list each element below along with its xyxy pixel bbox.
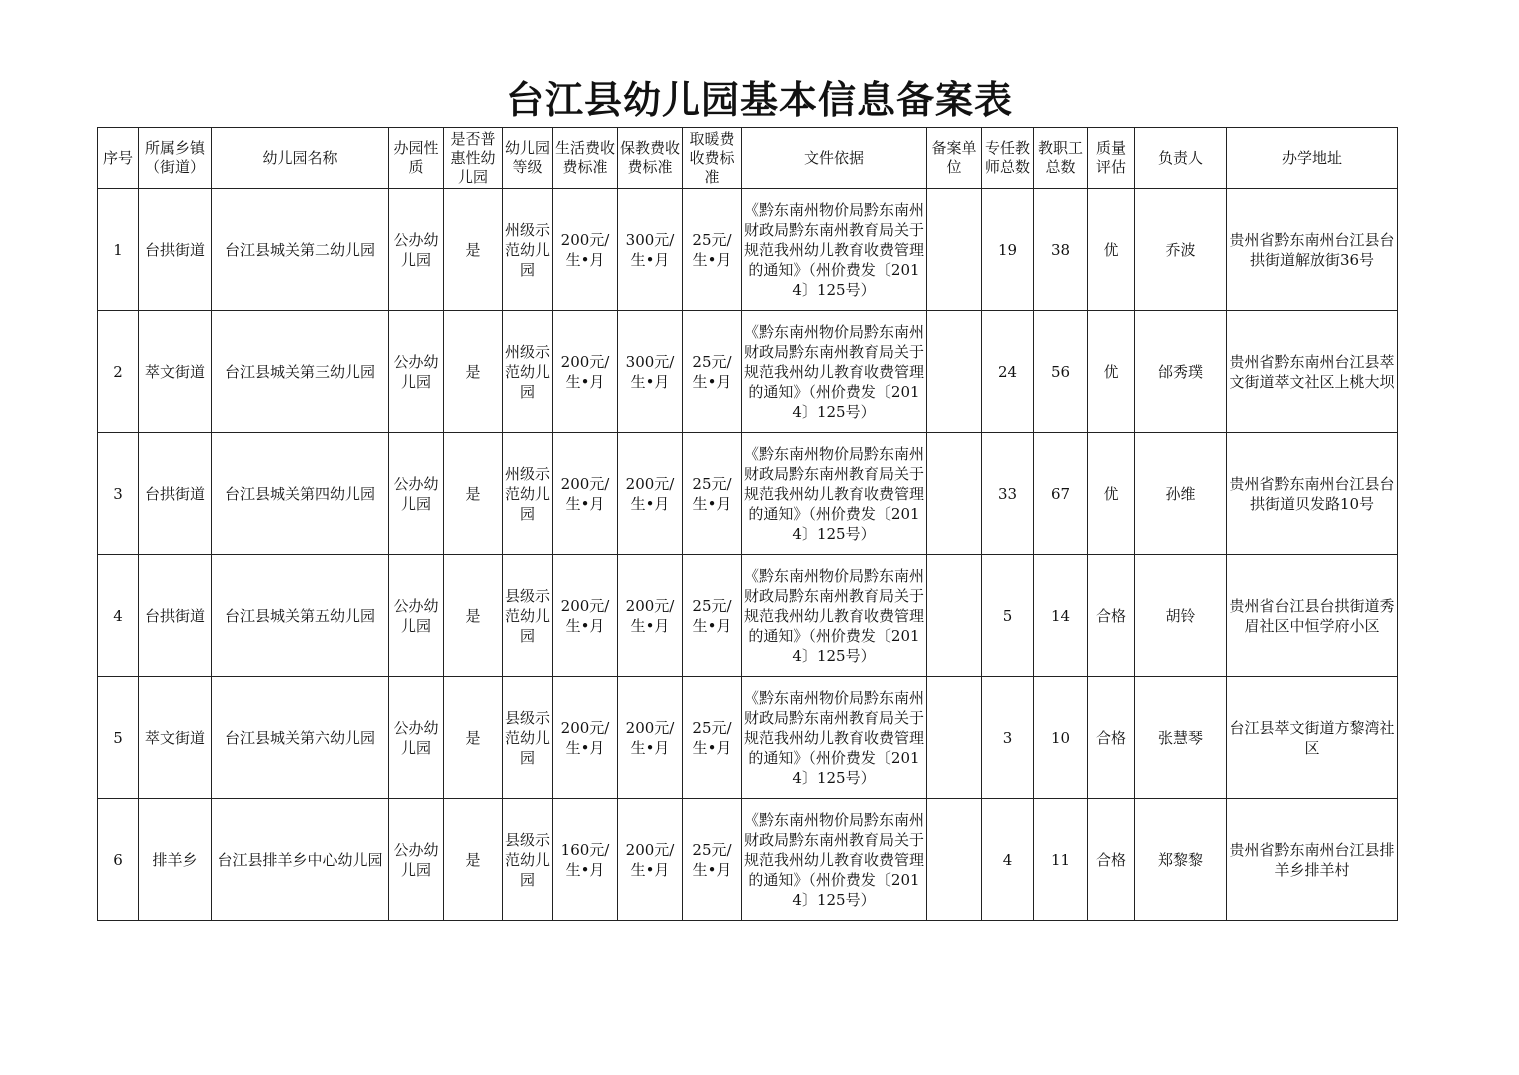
cell-quality: 优 <box>1088 189 1135 311</box>
cell-grade: 县级示范幼儿园 <box>503 799 553 921</box>
cell-address: 贵州省黔东南州台江县排羊乡排羊村 <box>1227 799 1398 921</box>
cell-living-fee: 160元/生•月 <box>553 799 618 921</box>
cell-record-unit <box>927 311 982 433</box>
cell-township: 萃文街道 <box>139 311 212 433</box>
cell-address: 台江县萃文街道方黎湾社区 <box>1227 677 1398 799</box>
cell-living-fee: 200元/生•月 <box>553 189 618 311</box>
cell-grade: 州级示范幼儿园 <box>503 189 553 311</box>
cell-living-fee: 200元/生•月 <box>553 433 618 555</box>
cell-inclusive: 是 <box>444 799 503 921</box>
cell-nature: 公办幼儿园 <box>389 677 444 799</box>
cell-grade: 县级示范幼儿园 <box>503 555 553 677</box>
header-document: 文件依据 <box>742 128 927 189</box>
cell-inclusive: 是 <box>444 677 503 799</box>
cell-tuition-fee: 200元/生•月 <box>618 433 683 555</box>
cell-inclusive: 是 <box>444 311 503 433</box>
table-row <box>98 189 1398 311</box>
header-tuition-fee: 保教费收费标准 <box>618 128 683 189</box>
header-name: 幼儿园名称 <box>212 128 389 189</box>
header-quality: 质量评估 <box>1088 128 1135 189</box>
cell-nature: 公办幼儿园 <box>389 189 444 311</box>
cell-quality: 优 <box>1088 433 1135 555</box>
cell-principal: 胡铃 <box>1135 555 1227 677</box>
cell-inclusive: 是 <box>444 433 503 555</box>
cell-township: 排羊乡 <box>139 799 212 921</box>
header-address: 办学地址 <box>1227 128 1398 189</box>
cell-nature: 公办幼儿园 <box>389 555 444 677</box>
cell-quality: 优 <box>1088 311 1135 433</box>
cell-quality: 合格 <box>1088 555 1135 677</box>
cell-living-fee: 200元/生•月 <box>553 677 618 799</box>
cell-township: 台拱街道 <box>139 189 212 311</box>
table-row <box>98 799 1398 921</box>
cell-name: 台江县城关第三幼儿园 <box>212 311 389 433</box>
cell-name: 台江县城关第五幼儿园 <box>212 555 389 677</box>
cell-seq: 1 <box>98 189 139 311</box>
cell-heating-fee: 25元/生•月 <box>683 311 742 433</box>
cell-record-unit <box>927 189 982 311</box>
cell-teachers: 24 <box>982 311 1034 433</box>
cell-township: 萃文街道 <box>139 677 212 799</box>
cell-staff: 56 <box>1034 311 1088 433</box>
cell-name: 台江县排羊乡中心幼儿园 <box>212 799 389 921</box>
cell-grade: 州级示范幼儿园 <box>503 433 553 555</box>
cell-quality: 合格 <box>1088 677 1135 799</box>
header-nature: 办园性质 <box>389 128 444 189</box>
cell-tuition-fee: 200元/生•月 <box>618 555 683 677</box>
cell-name: 台江县城关第四幼儿园 <box>212 433 389 555</box>
cell-teachers: 5 <box>982 555 1034 677</box>
cell-heating-fee: 25元/生•月 <box>683 433 742 555</box>
table-row <box>98 433 1398 555</box>
cell-grade: 州级示范幼儿园 <box>503 311 553 433</box>
cell-record-unit <box>927 433 982 555</box>
cell-name: 台江县城关第六幼儿园 <box>212 677 389 799</box>
cell-name: 台江县城关第二幼儿园 <box>212 189 389 311</box>
cell-staff: 38 <box>1034 189 1088 311</box>
cell-staff: 10 <box>1034 677 1088 799</box>
table-row <box>98 555 1398 677</box>
cell-seq: 5 <box>98 677 139 799</box>
cell-tuition-fee: 300元/生•月 <box>618 311 683 433</box>
cell-seq: 2 <box>98 311 139 433</box>
cell-teachers: 4 <box>982 799 1034 921</box>
cell-document: 《黔东南州物价局黔东南州财政局黔东南州教育局关于规范我州幼儿教育收费管理的通知》（州价费发〔2014〕125号） <box>742 799 927 921</box>
cell-teachers: 33 <box>982 433 1034 555</box>
cell-document: 《黔东南州物价局黔东南州财政局黔东南州教育局关于规范我州幼儿教育收费管理的通知》（州价费发〔2014〕125号） <box>742 189 927 311</box>
header-heating-fee: 取暖费收费标准 <box>683 128 742 189</box>
header-township: 所属乡镇（街道） <box>139 128 212 189</box>
cell-teachers: 19 <box>982 189 1034 311</box>
cell-document: 《黔东南州物价局黔东南州财政局黔东南州教育局关于规范我州幼儿教育收费管理的通知》（州价费发〔2014〕125号） <box>742 677 927 799</box>
cell-address: 贵州省黔东南州台江县台拱街道解放街36号 <box>1227 189 1398 311</box>
cell-address: 贵州省黔东南州台江县萃文街道萃文社区上桃大坝 <box>1227 311 1398 433</box>
cell-seq: 3 <box>98 433 139 555</box>
kindergarten-table <box>97 127 1398 921</box>
page-title: 台江县幼儿园基本信息备案表 <box>505 78 1013 122</box>
cell-heating-fee: 25元/生•月 <box>683 189 742 311</box>
cell-document: 《黔东南州物价局黔东南州财政局黔东南州教育局关于规范我州幼儿教育收费管理的通知》（州价费发〔2014〕125号） <box>742 433 927 555</box>
cell-inclusive: 是 <box>444 555 503 677</box>
header-principal: 负责人 <box>1135 128 1227 189</box>
cell-quality: 合格 <box>1088 799 1135 921</box>
cell-staff: 67 <box>1034 433 1088 555</box>
cell-nature: 公办幼儿园 <box>389 799 444 921</box>
cell-document: 《黔东南州物价局黔东南州财政局黔东南州教育局关于规范我州幼儿教育收费管理的通知》（州价费发〔2014〕125号） <box>742 311 927 433</box>
table-row <box>98 311 1398 433</box>
cell-living-fee: 200元/生•月 <box>553 311 618 433</box>
cell-tuition-fee: 300元/生•月 <box>618 189 683 311</box>
cell-principal: 邰秀璞 <box>1135 311 1227 433</box>
header-seq: 序号 <box>98 128 139 189</box>
header-inclusive: 是否普惠性幼儿园 <box>444 128 503 189</box>
cell-record-unit <box>927 555 982 677</box>
header-row <box>98 128 1398 189</box>
cell-record-unit <box>927 799 982 921</box>
cell-grade: 县级示范幼儿园 <box>503 677 553 799</box>
header-living-fee: 生活费收费标准 <box>553 128 618 189</box>
cell-principal: 孙维 <box>1135 433 1227 555</box>
cell-seq: 4 <box>98 555 139 677</box>
header-teachers: 专任教师总数 <box>982 128 1034 189</box>
cell-township: 台拱街道 <box>139 433 212 555</box>
cell-nature: 公办幼儿园 <box>389 433 444 555</box>
cell-staff: 11 <box>1034 799 1088 921</box>
cell-document: 《黔东南州物价局黔东南州财政局黔东南州教育局关于规范我州幼儿教育收费管理的通知》（州价费发〔2014〕125号） <box>742 555 927 677</box>
cell-principal: 郑黎黎 <box>1135 799 1227 921</box>
cell-record-unit <box>927 677 982 799</box>
cell-address: 贵州省台江县台拱街道秀眉社区中恒学府小区 <box>1227 555 1398 677</box>
cell-principal: 张慧琴 <box>1135 677 1227 799</box>
cell-tuition-fee: 200元/生•月 <box>618 799 683 921</box>
cell-heating-fee: 25元/生•月 <box>683 677 742 799</box>
header-grade: 幼儿园等级 <box>503 128 553 189</box>
cell-seq: 6 <box>98 799 139 921</box>
cell-staff: 14 <box>1034 555 1088 677</box>
cell-inclusive: 是 <box>444 189 503 311</box>
cell-principal: 乔波 <box>1135 189 1227 311</box>
cell-nature: 公办幼儿园 <box>389 311 444 433</box>
cell-heating-fee: 25元/生•月 <box>683 799 742 921</box>
cell-township: 台拱街道 <box>139 555 212 677</box>
cell-address: 贵州省黔东南州台江县台拱街道贝发路10号 <box>1227 433 1398 555</box>
cell-heating-fee: 25元/生•月 <box>683 555 742 677</box>
cell-living-fee: 200元/生•月 <box>553 555 618 677</box>
cell-tuition-fee: 200元/生•月 <box>618 677 683 799</box>
table-row <box>98 677 1398 799</box>
header-record-unit: 备案单位 <box>927 128 982 189</box>
cell-teachers: 3 <box>982 677 1034 799</box>
header-staff: 教职工总数 <box>1034 128 1088 189</box>
